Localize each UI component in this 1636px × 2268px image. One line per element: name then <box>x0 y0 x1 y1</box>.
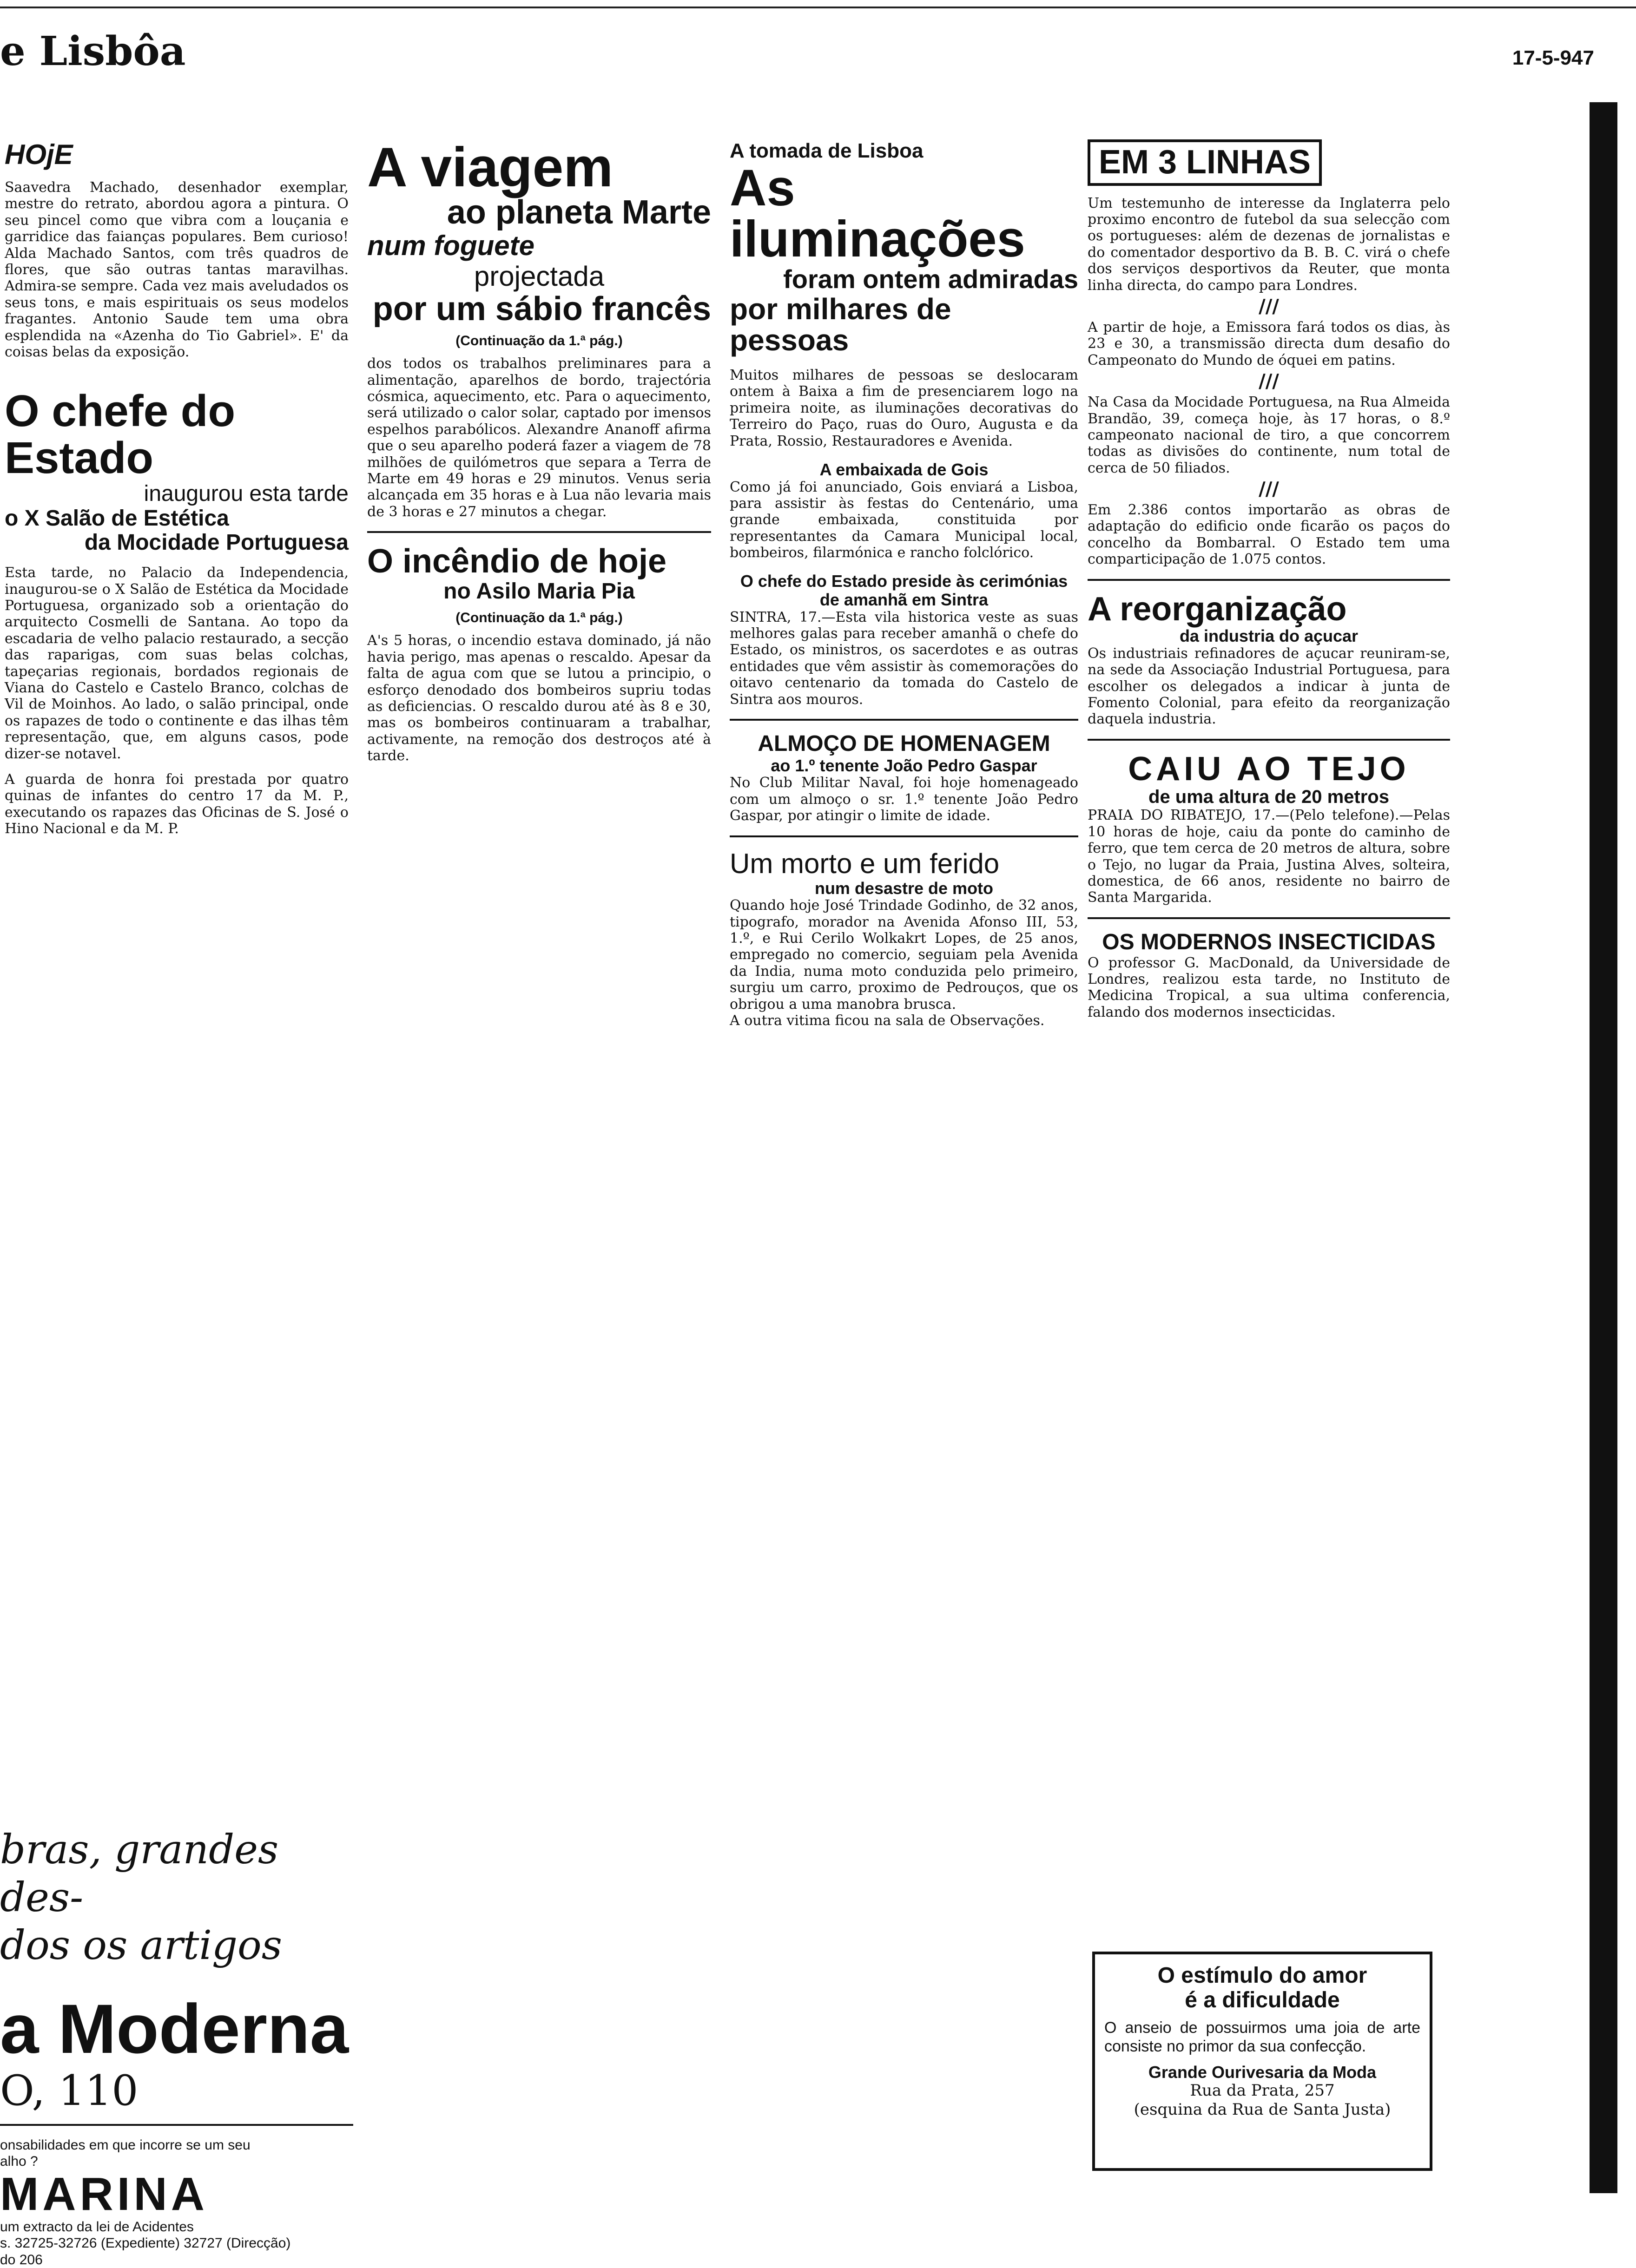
article-subhead: ao 1.º tenente João Pedro Gaspar <box>771 756 1037 775</box>
article-headline: As iluminações <box>730 159 1025 268</box>
article-subhead: da industria do açucar <box>1179 626 1359 646</box>
ad-number: O, 110 <box>0 2066 139 2115</box>
ad-small: s. 32725-32726 (Expediente) 32727 (Direcção) <box>0 2235 291 2251</box>
article-body: A outra vitima ficou na sala de Observações. <box>730 1012 1045 1029</box>
column-3 <box>730 139 1078 1029</box>
article-body: Muitos milhares de pessoas se deslocaram ontem à Baixa a fim de presenciarem logo na primeira noite, as iluminações decorativas do Terreiro do Paço, ruas do Ouro, Augusta e da Prata, Rossio, Restauradores e Avenida. <box>730 367 1078 449</box>
divider <box>0 2124 353 2126</box>
ad-body: O anseio de possuirmos uma joia de arte consiste no primor da sua confecção. <box>1104 2018 1420 2055</box>
brief-separator: /// <box>1259 370 1279 393</box>
page-edge-bar <box>1590 102 1617 2193</box>
divider <box>1088 579 1450 581</box>
ad-brand: Grande Ourivesaria da Moda <box>1148 2062 1377 2082</box>
article-body: O professor G. MacDonald, da Universidade de Londres, realizou esta tarde, no Instituto de Medicina Tropical, a sua ultima conferencia, falando dos modernos insecticidas. <box>1088 954 1450 1020</box>
article-headline: CAIU AO TEJO <box>1128 750 1410 788</box>
article-subhead: inaugurou esta tarde <box>144 481 349 506</box>
article-headline: O chefe do Estado <box>5 386 236 483</box>
masthead: e Lisbôa <box>0 28 186 75</box>
article-kicker: A tomada de Lisboa <box>730 139 924 162</box>
ad-small: um extracto da lei de Acidentes <box>0 2219 194 2235</box>
article-body: Esta tarde, no Palacio da Independencia, inaugurou-se o X Salão de Estética da Mocidade Portuguesa, organizado sob a orientação do arquitecto Cosmelli de Santana. Ao topo da escadaria de velho palacio restaurado, a secção das raparigas, com suas belas colchas, tapeçarias regionais, bordados regionais de Viana do Castelo e Castelo Branco, colchas de Vil de Moinhos. Ao lado, o salão principal, onde os rapazes de todo o continente e das ilhas têm representação, que, em alguns casos, pode dizer-se notavel. <box>5 565 349 762</box>
brief-separator: /// <box>1259 295 1279 317</box>
brief-item: A partir de hoje, a Emissora fará todos os dias, às 23 e 30, a transmissão directa dum desafio do Campeonato do Mundo de óquei em patins. <box>1088 319 1450 368</box>
article-body: PRAIA DO RIBATEJO, 17.—(Pelo telefone).—Pelas 10 horas de hoje, caiu da ponte do caminho de ferro, que tem cerca de 20 metros de altura, sobre o Tejo, no lugar da Praia, Justina Alves, solteira, domestica, de 66 anos, residente no bairro de Santa Margarida. <box>1088 807 1450 906</box>
article-body: Os industriais refinadores de açucar reuniram-se, na sede da Associação Industrial Portuguesa, para escolher os delegados a indicar à junta de Fomento Colonial, para efeito da reorganização daquela industria. <box>1088 645 1450 728</box>
issue-date: 17-5-947 <box>1512 46 1594 69</box>
ad-line: dos os artigos <box>0 1922 282 1969</box>
article-headline: O incêndio de hoje <box>367 543 667 580</box>
divider <box>730 835 1078 837</box>
article-body: SINTRA, 17.—Esta vila historica veste as suas melhores galas para receber amanhã o chefe do Estado, os ministros, os sacerdotes e as outras entidades que vêm assistir às comemorações do oitavo centenario da tomada do Castelo de Sintra aos mouros. <box>730 609 1078 708</box>
article-body: No Club Militar Naval, foi hoje homenageado com um almoço o sr. 1.º tenente João Pedro Gaspar, por atingir o limite de idade. <box>730 775 1078 824</box>
article-subhead: num desastre de moto <box>814 878 994 898</box>
section-label: HOjE <box>5 139 73 170</box>
ad-title: O estímulo do amor <box>1157 1963 1367 1988</box>
ad-brand: MARINA <box>0 2168 208 2220</box>
article-body: Como já foi anunciado, Gois enviará a Lisboa, para assistir às festas do Centenário, uma grande embaixada, constituida por representantes da Camara Municipal local, bombeiros, filarmónica e rancho folclórico. <box>730 479 1078 561</box>
article-headline: foram ontem admiradas <box>783 264 1078 294</box>
article-body: Quando hoje José Trindade Godinho, de 32 anos, tipografo, morador na Avenida Afonso III, 53, 1.º, e Rui Cerilo Wolkakrt Lopes, de 25 anos, empregado no comercio, seguiam pela Avenida da India, numa moto conduzida pelo primeiro, surgiu um carro, proximo de Pedrouços, que os obrigou a uma manobra brusca. <box>730 897 1078 1012</box>
jewellery-advertisement <box>1092 1952 1432 2171</box>
article-subhead: O chefe do Estado preside às cerimónias de amanhã em Sintra <box>740 572 1068 610</box>
ad-line: bras, grandes des- <box>0 1827 279 1921</box>
continuation-note: (Continuação da 1.ª pág.) <box>455 610 623 626</box>
article-headline: num foguete <box>367 230 534 261</box>
article-headline: OS MODERNOS INSECTICIDAS <box>1102 929 1436 954</box>
brief-item: Na Casa da Mocidade Portuguesa, na Rua Almeida Brandão, 39, começa hoje, às 17 horas, o 8.º campeonato nacional de tiro, a que concorrem todas as divisões do continente, num total de cerca de 50 filiados. <box>1088 394 1450 476</box>
exhibition-review: Saavedra Machado, desenhador exemplar, mestre do retrato, abordou agora a pintura. O seu pincel como que vibra com a louçania e garridice das faianças populares. Bem curioso! Alda Machado Santos, com três quadros de flores, que são outras tantas maravilhas. Admira-se sempre. Cada vez mais aveludados os seus tons, e mais espirituais os seus modelos fragantes. Antonio Saude tem uma obra esplendida na «Azenha do Tio Gabriel». E' da coisas belas da exposição. <box>5 179 349 360</box>
ad-small: do 206 <box>0 2252 43 2268</box>
divider <box>1088 917 1450 919</box>
article-subhead: de uma altura de 20 metros <box>1148 787 1389 808</box>
article-headline: projectada <box>474 260 605 292</box>
brief-item: Em 2.386 contos importarão as obras de adaptação do edificio onde ficarão os paços do concelho da Bombarral. O Estado tem uma comparticipação de 1.075 contos. <box>1088 502 1450 568</box>
brief-item: Um testemunho de interesse da Inglaterra pelo proximo encontro de futebol da sua selecção com os portugueses: além de dezenas de jornalistas e do comentador desportivo da B. B. C. virá o chefe dos serviços desportivos da Reuter, que monta linha directa, do campo para Londres. <box>1088 195 1450 294</box>
continuation-note: (Continuação da 1.ª pág.) <box>455 333 623 349</box>
ad-note: onsabilidades em que incorre se um seu <box>0 2137 251 2153</box>
article-headline: por um sábio francês <box>372 290 711 328</box>
top-rule <box>0 0 1636 8</box>
brief-separator: /// <box>1259 478 1279 500</box>
advertisement-left <box>0 1826 353 2268</box>
ad-address: (esquina da Rua de Santa Justa) <box>1134 2100 1391 2119</box>
article-subhead: da Mocidade Portuguesa <box>84 530 349 555</box>
article-subhead: A embaixada de Gois <box>819 460 989 479</box>
briefs-title: EM 3 LINHAS <box>1088 139 1322 186</box>
column-1 <box>5 139 349 837</box>
ad-address: Rua da Prata, 257 <box>1190 2081 1335 2100</box>
article-headline: Um morto e um ferido <box>730 848 1000 879</box>
ad-title: é a dificuldade <box>1185 1987 1340 2012</box>
article-headline: A viagem <box>367 136 614 198</box>
column-2 <box>367 136 711 764</box>
article-body: dos todos os trabalhos preliminares para a alimentação, aparelhos de bordo, trajectória cósmica, aquecimento, etc. Para o aquecimento, será utilizado o calor solar, captado por imensos espelhos parabólicos. Alexandre Ananoff afirma que o seu aparelho poderá fazer a viagem de 78 milhões de quilómetros que separa a Terra de Marte em 49 horas e 29 minutos. Venus seria alcançada em 35 horas e à Lua não levaria mais de 3 horas e 27 minutos a chegar. <box>367 355 711 520</box>
article-headline: A reorganização <box>1088 590 1347 628</box>
ad-note: alho ? <box>0 2154 38 2169</box>
article-headline: ao planeta Marte <box>447 194 711 231</box>
divider <box>730 719 1078 721</box>
divider <box>367 531 711 533</box>
article-headline: por milhares de pessoas <box>730 292 951 357</box>
article-subhead: o X Salão de Estética <box>5 506 229 531</box>
divider <box>1088 739 1450 741</box>
article-body: A guarda de honra foi prestada por quatro quinas de infantes do centro 17 da M. P., executando os rapazes das Oficinas de S. José o Hino Nacional e da M. P. <box>5 771 349 837</box>
article-headline: ALMOÇO DE HOMENAGEM <box>758 731 1050 756</box>
article-subhead: no Asilo Maria Pia <box>443 579 635 604</box>
ad-brand: a Moderna <box>0 1989 349 2068</box>
article-body: A's 5 horas, o incendio estava dominado, já não havia perigo, mas apenas o rescaldo. Apesar da falta de agua com que se lutou a principio, o esforço denodado dos bombeiros supriu todas as deficiencias. O rescaldo durou até às 8 e 30, mas os bombeiros continuaram a trabalhar, activamente, na remoção dos destroços até à tarde. <box>367 632 711 764</box>
column-4 <box>1088 139 1450 1020</box>
